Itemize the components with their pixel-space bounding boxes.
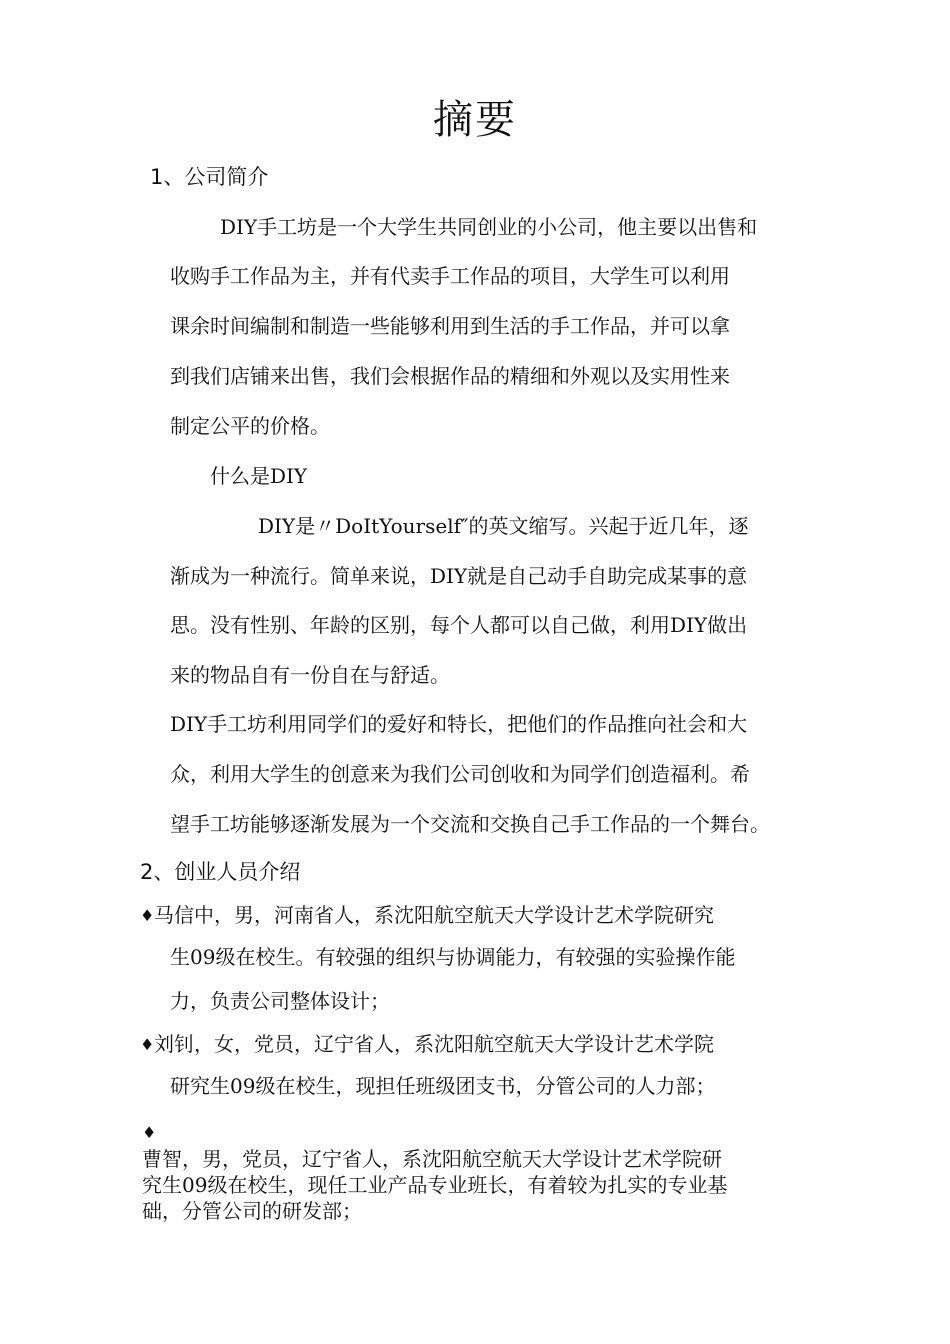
diy-line-4: 来的物品自有一份自在与舒适。 [170,663,450,687]
intro-line-1: DIY手工坊是一个大学生共同创业的小公司，他主要以出售和 [220,215,758,239]
member-3-line-1 [142,1120,832,1172]
diy-line-2: 渐成为一种流行。简单来说，DIY就是自己动手自助完成某事的意 [170,564,748,588]
member-2-line-2: 研究生09级在校生，现担任班级团支书，分管公司的人力部； [170,1074,716,1098]
intro-line-3: 课余时间编制和制造一些能够利用到生活的手工作品，并可以拿 [170,314,730,338]
diy-line-3: 思。没有性别、年龄的区别，每个人都可以自己做，利用DIY做出 [170,613,748,637]
member-2-text-1: 刘钊，女，党员，辽宁省人，系沈阳航空航天大学设计艺术学院 [154,1032,714,1056]
member-3-line-3: 础，分管公司的研发部； [142,1199,362,1223]
member-1-line-2: 生09级在校生。有较强的组织与协调能力，有较强的实验操作能 [170,945,736,969]
document-title: 摘要 [433,97,517,143]
diy-line-1: DIY是〃DoItYourself″的英文缩写。兴起于近几年，逐 [258,514,749,538]
intro-line-2: 收购手工作品为主，并有代卖手工作品的项目，大学生可以利用 [170,264,730,288]
section-heading-company-intro: 1、公司简介 [150,165,269,189]
mission-line-2: 众，利用大学生的创意来为我们公司创收和为同学们创造福利。希 [170,762,750,786]
member-3-paragraph [142,1120,832,1224]
member-1-line-1 [140,901,714,930]
intro-line-5: 制定公平的价格。 [170,414,330,438]
mission-line-1: DIY手工坊利用同学们的爱好和特长，把他们的作品推向社会和大 [170,712,748,736]
section-heading-founders: 2、创业人员介绍 [140,860,301,884]
member-3-text-1: 曹智，男，党员，辽宁省人，系沈阳航空航天大学设计艺术学院研 [142,1147,722,1171]
diamond-bullet-icon: ♦ [140,1035,155,1054]
subheading-what-is-diy: 什么是DIY [210,464,308,488]
member-3-line-2: 究生09级在校生，现任工业产品专业班长，有着较为扎实的专业基 [142,1173,728,1197]
intro-line-4: 到我们店铺来出售，我们会根据作品的精细和外观以及实用性来 [170,364,730,388]
mission-line-3: 望手工坊能够逐渐发展为一个交流和交换自己手工作品的一个舞台。 [170,812,770,836]
member-2-line-1 [140,1030,714,1059]
member-1-line-3: 力，负责公司整体设计； [170,989,390,1013]
diamond-bullet-icon: ♦ [140,906,155,925]
diamond-bullet-icon: ♦ [142,1123,157,1142]
member-1-text-1: 马信中，男，河南省人，系沈阳航空航天大学设计艺术学院研究 [154,903,714,927]
